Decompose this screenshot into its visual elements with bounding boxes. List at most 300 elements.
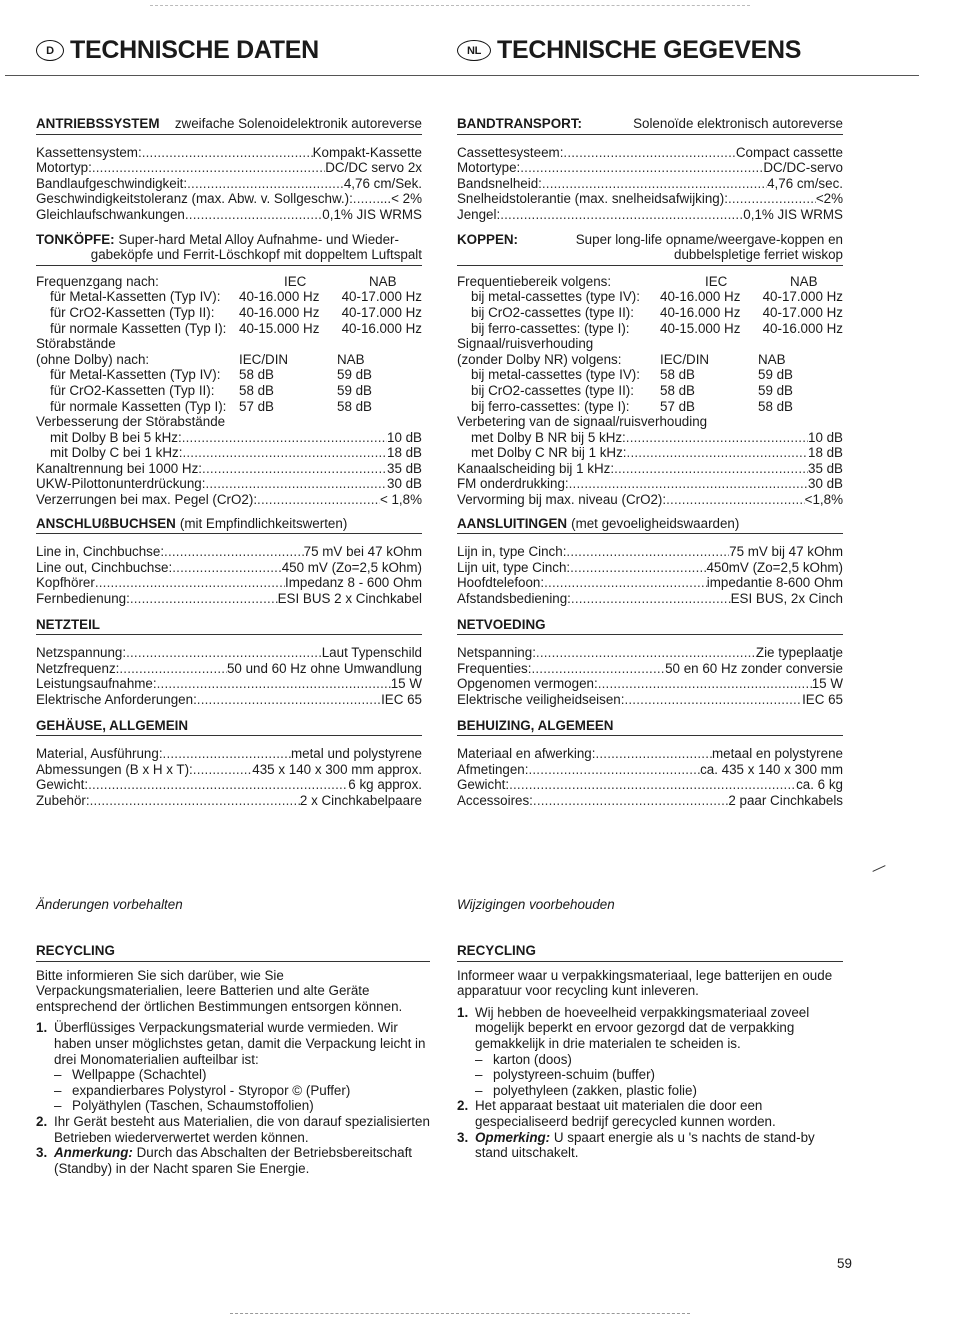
row-label: für normale Kassetten (Typ I):	[50, 320, 227, 336]
sub-item: – Wellpappe (Schachtel)	[54, 1067, 430, 1083]
leader-dots	[536, 645, 756, 661]
section-title: GEHÄUSE, ALLGEMEIN	[36, 717, 189, 733]
recycling-list	[457, 1005, 843, 1161]
leader-dots	[88, 777, 348, 793]
spec-row	[36, 430, 422, 446]
spec-row	[457, 692, 843, 708]
spec-row	[457, 591, 843, 607]
leader-dots	[627, 445, 808, 461]
section-behuizing	[457, 718, 843, 809]
spec-label: Lijn uit, type Cinch:	[457, 559, 571, 575]
table-row	[457, 274, 843, 290]
leader-dots	[563, 145, 735, 161]
cell-c2: NAB	[790, 273, 818, 289]
cell-c1: 40-15.000 Hz	[660, 320, 741, 336]
spec-label: Lijn in, type Cinch:	[457, 544, 567, 560]
cell-c1: 58 dB	[239, 367, 274, 383]
spec-row	[36, 207, 422, 223]
spec-list	[457, 544, 843, 606]
section-header	[457, 516, 843, 535]
recycling-intro: Bitte informieren Sie sich darüber, wie Sie Verpackungsmaterialien, leere Batterien und alte Geräte entsprechend der örtlichen Bestimmungen entsorgen können.	[36, 967, 403, 1014]
row-label: bij metal-cassettes (type IV):	[471, 367, 640, 383]
spec-value: 10 dB	[808, 429, 843, 445]
spec-row	[457, 762, 843, 778]
spec-label: UKW-Pilottonunterdrückung:	[36, 476, 206, 492]
section-title: RECYCLING	[457, 943, 536, 958]
scan-artifact-bottom	[230, 1313, 690, 1314]
verb-title: Verbetering van de signaal/ruisverhouding	[457, 414, 708, 430]
row-label: für Metal-Kassetten (Typ IV):	[50, 289, 221, 305]
table-row	[36, 289, 422, 305]
spec-row	[36, 560, 422, 576]
leader-dots	[566, 544, 729, 560]
row-label: Frequentiebereik volgens:	[457, 273, 612, 289]
spec-row	[457, 661, 843, 677]
spec-list	[457, 746, 843, 808]
spec-row	[36, 575, 422, 591]
spec-list	[457, 145, 843, 223]
koppen-line1: Super long-life opname/weergave-koppen en	[575, 231, 843, 247]
spec-row	[457, 544, 843, 560]
section-title: RECYCLING	[36, 943, 115, 958]
spec-value: 435 x 140 x 300 mm approx.	[252, 761, 422, 777]
spec-value: 450mV (Zo=2,5 kOhm)	[706, 559, 843, 575]
spec-label: Kanaltrennung bei 1000 Hz:	[36, 460, 203, 476]
spec-value: Compact cassette	[735, 144, 843, 160]
section-header	[457, 617, 843, 636]
list-item: 2. Het apparaat bestaat uit materialen die door een gespecialiseerd bedrijf gerecycled kunnen worden.	[457, 1098, 843, 1129]
spec-label: Motortyp:	[36, 160, 92, 176]
spec-label: Netspanning:	[457, 645, 536, 661]
leader-dots	[528, 762, 700, 778]
freq-table	[36, 274, 422, 336]
column-nl	[457, 116, 843, 809]
spec-value: metal und polystyrene	[290, 746, 422, 762]
spec-label: Cassettesysteem:	[457, 144, 564, 160]
spec-row	[457, 476, 843, 492]
spec-row	[36, 645, 422, 661]
leader-dots	[163, 746, 291, 762]
spec-label: Verzerrungen bei max. Pegel (CrO2):	[36, 492, 258, 508]
spec-label: Afstandsbediening:	[457, 591, 571, 607]
spec-value: impedantie 8-600 Ohm	[706, 575, 843, 591]
sr-title: Signaal/ruisverhouding	[457, 336, 594, 352]
spec-list	[36, 746, 422, 808]
leader-dots	[598, 676, 812, 692]
section-title: TONKÖPFE:	[36, 231, 115, 247]
spec-value: Zie typeplaatje	[755, 645, 843, 661]
leader-dots	[202, 461, 387, 477]
cell-c2: 59 dB	[337, 382, 372, 398]
spec-value: 30 dB	[387, 476, 422, 492]
spec-value: Kompakt-Kassette	[312, 144, 422, 160]
leader-dots	[182, 430, 387, 446]
leader-dots	[92, 160, 325, 176]
spec-row	[36, 176, 422, 192]
leader-dots	[509, 777, 796, 793]
row-label: für CrO2-Kassetten (Typ II):	[50, 382, 215, 398]
spec-value: DC/DC servo 2x	[325, 160, 422, 176]
table-row	[457, 289, 843, 305]
spec-row	[36, 445, 422, 461]
section-title: ANSCHLUßBUCHSEN	[36, 515, 176, 531]
spec-value: ca. 6 kg	[796, 777, 843, 793]
spec-value: 2 paar Cinchkabels	[728, 792, 843, 808]
spec-value: 10 dB	[387, 429, 422, 445]
spec-row	[36, 492, 422, 508]
section-title: BEHUIZING, ALGEMEEN	[457, 717, 614, 733]
cell-c1: 58 dB	[660, 367, 695, 383]
leader-dots	[197, 692, 381, 708]
section-tonkoepfe	[36, 232, 422, 508]
leader-dots	[185, 207, 322, 223]
spec-value: 75 mV bei 47 kOhm	[303, 544, 422, 560]
section-anschluss	[36, 516, 422, 607]
section-title: KOPPEN:	[457, 231, 519, 247]
spec-row	[36, 676, 422, 692]
section-desc: (mit Empfindlichkeitswerten)	[179, 515, 348, 531]
recycling-nl	[457, 943, 843, 1161]
table-row	[457, 383, 843, 399]
section-title: NETZTEIL	[36, 616, 100, 632]
spec-label: Netzspannung:	[36, 645, 127, 661]
sub-list	[475, 1052, 843, 1099]
leader-dots	[570, 560, 706, 576]
spec-row	[36, 692, 422, 708]
spec-label: Afmetingen:	[457, 761, 529, 777]
spec-value: 30 dB	[808, 476, 843, 492]
spec-label: Materiaal en afwerking:	[457, 746, 596, 762]
spec-list	[36, 645, 422, 707]
spec-label: Kanaalscheiding bij 1 kHz:	[457, 460, 615, 476]
note-nl: Wijzigingen voorbehouden	[457, 897, 615, 912]
item-text: Durch das Abschalten der Betriebsbereitschaft (Standby) in der Nacht sparen Sie Energie.	[54, 1145, 413, 1176]
spec-label: Elektrische Anforderungen:	[36, 692, 197, 707]
spec-label: FM onderdrukking:	[457, 476, 569, 492]
section-header	[457, 116, 843, 135]
spec-label: Abmessungen (B x H x T):	[36, 761, 193, 777]
table-row	[36, 352, 422, 368]
cell-c1: 57 dB	[239, 398, 274, 414]
leader-dots	[571, 591, 731, 607]
table-row	[36, 274, 422, 290]
spec-label: Material, Ausführung:	[36, 746, 163, 762]
spec-row	[36, 777, 422, 793]
cell-c2: 40-17.000 Hz	[762, 304, 843, 320]
spec-label: met Dolby B NR bij 5 kHz:	[471, 429, 626, 445]
cell-c2: NAB	[758, 351, 786, 367]
cell-c2: 40-16.000 Hz	[341, 320, 422, 336]
koppen-line2: dubbelspletige ferriet wiskop	[674, 247, 843, 263]
section-aansluitingen	[457, 516, 843, 607]
leader-dots	[193, 762, 253, 778]
spec-value: IEC 65	[802, 692, 843, 707]
row-label: bij CrO2-cassettes (type II):	[471, 304, 634, 320]
spec-row	[457, 560, 843, 576]
spec-row	[457, 793, 843, 809]
spec-value: ...< 2%	[379, 191, 422, 207]
cell-c2: 59 dB	[337, 367, 372, 383]
spec-value: 450 mV (Zo=2,5 kOhm)	[281, 559, 422, 575]
spec-row	[36, 591, 422, 607]
spec-row	[457, 645, 843, 661]
section-header	[457, 943, 843, 962]
table-row	[457, 321, 843, 337]
section-koppen	[457, 232, 843, 508]
table-row	[457, 305, 843, 321]
section-header	[36, 718, 422, 737]
leader-dots	[569, 476, 808, 492]
spec-value: 0,1% JIS WRMS	[743, 206, 843, 222]
section-gehaeuse	[36, 718, 422, 809]
cell-c2: 58 dB	[758, 398, 793, 414]
spec-label: Line out, Cinchbuchse:	[36, 559, 173, 575]
spec-row	[457, 207, 843, 223]
spec-label: Gewicht:	[457, 777, 510, 793]
leader-dots	[595, 746, 712, 762]
spec-value: 18 dB	[808, 445, 843, 461]
spec-label: Kassettensystem:	[36, 144, 142, 160]
cell-c1: 40-16.000 Hz	[660, 304, 741, 320]
spec-row	[36, 145, 422, 161]
cell-c2: NAB	[337, 351, 365, 367]
spec-label: met Dolby C NR bij 1 kHz:	[471, 445, 627, 461]
koepfe-line1: Super-hard Metal Alloy Aufnahme- und Wieder-	[118, 231, 399, 247]
spec-label: Kopfhörer	[36, 575, 95, 591]
spec-label: Snelheidstolerantie (max. snelheidsafwijking):	[457, 191, 728, 207]
list-item: 3. Opmerking: U spaart energie als u 's nachts de stand-by stand uitschakelt.	[457, 1129, 815, 1161]
spec-value: <1,8%	[804, 492, 843, 508]
stoer-title: Störabstände	[36, 336, 116, 352]
sub-item: – Polyäthylen (Taschen, Schaumstoffolien)	[54, 1098, 430, 1114]
spec-value: <2%	[815, 191, 843, 207]
spec-value: Impedanz 8 - 600 Ohm	[285, 575, 422, 591]
spec-value: 0,1% JIS WRMS	[322, 206, 422, 222]
section-header	[36, 516, 422, 535]
cell-c1: 40-16.000 Hz	[239, 289, 320, 305]
cell-c2: NAB	[369, 273, 397, 289]
recycling-list	[36, 1020, 430, 1176]
spec-value: DC/DC-servo	[763, 160, 843, 176]
spec-label: Zubehör:	[36, 792, 90, 808]
item-text: Überflüssiges Verpackungsmaterial wurde vermieden. Wir haben unser möglichstes getan, damit die Verpackung leicht in drei Monomaterialien aufteilbar ist:	[54, 1020, 426, 1067]
spec-value: ESI BUS, 2x Cinch	[730, 591, 843, 607]
spec-label: Line in, Cinchbuchse:	[36, 544, 165, 560]
table-row	[36, 399, 422, 415]
spec-value: 35 dB	[387, 460, 422, 476]
table-row	[36, 305, 422, 321]
section-desc: Solenoïde elektronisch autoreverse	[633, 116, 843, 131]
leader-dots	[187, 176, 344, 192]
spec-label: Fernbedienung:	[36, 591, 130, 607]
recycling-intro: Informeer waar u verpakkingsmateriaal, lege batterijen en oude apparatuur voor recycling kunt inleveren.	[457, 967, 833, 999]
spec-label: Accessoires:	[457, 792, 533, 808]
leader-dots	[353, 191, 380, 207]
section-title: NETVOEDING	[457, 616, 546, 632]
spec-value: ca. 435 x 140 x 300 mm	[700, 761, 843, 777]
spec-value: < 1,8%	[379, 492, 422, 508]
leader-dots	[95, 575, 285, 591]
leader-dots	[626, 430, 808, 446]
leader-dots	[544, 575, 707, 591]
leader-dots	[542, 176, 767, 192]
leader-dots	[164, 544, 304, 560]
sub-list	[54, 1067, 430, 1114]
spec-value: 15 W	[811, 676, 843, 692]
note-de: Änderungen vorbehalten	[36, 897, 183, 912]
spec-label: Jengel:	[457, 206, 501, 222]
table-row	[457, 352, 843, 368]
spec-row	[457, 430, 843, 446]
country-badge-nl: NL	[457, 40, 491, 61]
spec-label: Hoofdtelefoon:	[457, 575, 545, 591]
spec-value: metaal en polystyrene	[711, 746, 843, 762]
leader-dots	[157, 676, 391, 692]
section-header	[36, 943, 430, 962]
cell-c2: 58 dB	[337, 398, 372, 414]
spec-list	[457, 645, 843, 707]
cell-c1: 58 dB	[239, 382, 274, 398]
cell-c1: 40-16.000 Hz	[239, 304, 320, 320]
recycling-de	[36, 943, 430, 1176]
leader-dots	[614, 461, 808, 477]
section-header	[36, 232, 422, 266]
cell-c2: 40-17.000 Hz	[762, 289, 843, 305]
heading-de-title: TECHNISCHE DATEN	[70, 36, 319, 64]
cell-c1: IEC/DIN	[239, 351, 289, 367]
spec-label: Netzfrequenz:	[36, 660, 120, 676]
section-title: BANDTRANSPORT:	[457, 116, 582, 131]
section-header	[36, 617, 422, 636]
spec-row	[36, 762, 422, 778]
heading-de	[36, 36, 319, 65]
spec-row	[457, 676, 843, 692]
table-row	[457, 399, 843, 415]
spec-value: 2 x Cinchkabelpaare	[299, 792, 422, 808]
cell-c1: 40-15.000 Hz	[239, 320, 320, 336]
section-header	[457, 232, 843, 266]
verb-list	[457, 430, 843, 508]
spec-value: 4,76 cm/sec.	[767, 175, 843, 191]
section-header	[457, 718, 843, 737]
section-netvoeding	[457, 617, 843, 708]
spec-row	[457, 777, 843, 793]
leader-dots	[205, 476, 387, 492]
item-text: Het apparaat bestaat uit materialen die door een gespecialiseerd bedrijf gerecycled kunnen worden.	[475, 1098, 776, 1129]
cell-c1: 40-16.000 Hz	[660, 289, 741, 305]
spec-row	[36, 746, 422, 762]
spec-row	[36, 461, 422, 477]
spec-row	[36, 476, 422, 492]
spec-row	[36, 160, 422, 176]
row-label: (ohne Dolby) nach:	[36, 351, 150, 367]
item-emphasis: Opmerking:	[475, 1129, 551, 1145]
cell-c2: 40-16.000 Hz	[762, 320, 843, 336]
list-item: 1. Überflüssiges Verpackungsmaterial wurde vermieden. Wir haben unser möglichstes getan, damit die Verpackung leicht in drei Monomaterialien aufteilbar ist: – Wellpappe (Schachtel) – expandierbares Polystyrol - Styropor © (Puffer) – Polyäthylen (Taschen, Schaumstoffolien)	[36, 1020, 430, 1114]
spec-row	[457, 176, 843, 192]
column-de	[36, 116, 422, 809]
spec-label: Gewicht:	[36, 777, 89, 793]
spec-value: 50 und 60 Hz ohne Umwandlung	[226, 660, 422, 676]
row-label: (zonder Dolby NR) volgens:	[457, 351, 622, 367]
spec-label: Elektrische veiligheidseisen:	[457, 692, 625, 707]
leader-dots	[130, 591, 278, 607]
section-title: ANTRIEBSSYSTEM	[36, 116, 160, 131]
spec-value: IEC 65	[381, 692, 422, 707]
table-row	[36, 321, 422, 337]
freq-table	[457, 274, 843, 336]
spec-row	[36, 793, 422, 809]
spec-label: Bandsnelheid:	[457, 175, 542, 191]
leader-dots	[728, 191, 816, 207]
heading-rule	[5, 75, 919, 76]
spec-row	[36, 544, 422, 560]
cell-c2: 59 dB	[758, 382, 793, 398]
spec-value: 75 mV bij 47 kOhm	[729, 544, 843, 560]
spec-label: Leistungsaufnahme:	[36, 676, 157, 692]
leader-dots	[531, 661, 665, 677]
spec-row	[457, 145, 843, 161]
row-label: für normale Kassetten (Typ I):	[50, 398, 227, 414]
cell-c2: 40-17.000 Hz	[341, 304, 422, 320]
sub-item: – polystyreen-schuim (buffer)	[475, 1067, 843, 1083]
cell-c2: 40-17.000 Hz	[341, 289, 422, 305]
table-row	[36, 367, 422, 383]
heading-nl-title: TECHNISCHE GEGEVENS	[497, 36, 802, 64]
spec-value: Laut Typenschild	[321, 645, 422, 661]
spec-value: 4,76 cm/Sek.	[343, 175, 422, 191]
spec-value: 18 dB	[387, 445, 422, 461]
section-header	[36, 116, 422, 135]
row-label: bij ferro-cassettes: (type I):	[471, 320, 630, 336]
spec-row	[457, 445, 843, 461]
row-label: Frequenzgang nach:	[36, 273, 159, 289]
spec-row	[457, 492, 843, 508]
spec-label: Vervorming bij max. niveau (CrO2):	[457, 492, 667, 508]
leader-dots	[142, 145, 313, 161]
spec-row	[36, 191, 422, 207]
row-label: für CrO2-Kassetten (Typ II):	[50, 304, 215, 320]
country-badge-de: D	[36, 40, 64, 61]
cell-c1: 58 dB	[660, 382, 695, 398]
spec-row	[457, 575, 843, 591]
sub-item: – expandierbares Polystyrol - Styropor © (Puffer)	[54, 1083, 430, 1099]
leader-dots	[90, 793, 300, 809]
row-label: bij CrO2-cassettes (type II):	[471, 382, 634, 398]
item-text: Wij hebben de hoeveelheid verpakkingsmateriaal zoveel mogelijk beperkt en ervoor gezorgd dat de verpakking gemakkelijk in drie materialen te scheiden is.	[475, 1004, 810, 1051]
verb-title: Verbesserung der Störabstände	[36, 414, 226, 430]
spec-label: Opgenomen vermogen:	[457, 676, 598, 692]
scan-mark	[872, 865, 885, 872]
spec-row	[457, 160, 843, 176]
spec-value: ESI BUS 2 x Cinchkabel	[277, 591, 422, 607]
spec-label: Bandlaufgeschwindigkeit:	[36, 175, 188, 191]
spec-label: mit Dolby C bei 1 kHz:	[50, 445, 183, 461]
verb-list	[36, 430, 422, 508]
spec-label: Gleichlaufschwankungen	[36, 206, 185, 222]
item-text: Ihr Gerät besteht aus Materialien, die von darauf spezialisierten Betrieben wiederverwertet werden können.	[54, 1113, 430, 1145]
stoer-table	[36, 352, 422, 414]
section-desc: (met gevoeligheidswaarden)	[571, 515, 740, 531]
section-netzteil	[36, 617, 422, 708]
cell-c1: IEC	[705, 273, 728, 289]
leader-dots	[172, 560, 281, 576]
spec-label: Frequenties:	[457, 660, 532, 676]
cell-c1: IEC	[284, 273, 307, 289]
spec-value: 50 en 60 Hz zonder conversie	[665, 660, 843, 676]
list-item: 1. Wij hebben de hoeveelheid verpakkingsmateriaal zoveel mogelijk beperkt en ervoor gezorgd dat de verpakking gemakkelijk in drie materialen te scheiden is. – karton (doos) – polystyreen-schuim (buffer) – polyethyleen (zakken, plastic folie)	[457, 1005, 843, 1099]
leader-dots	[126, 645, 322, 661]
